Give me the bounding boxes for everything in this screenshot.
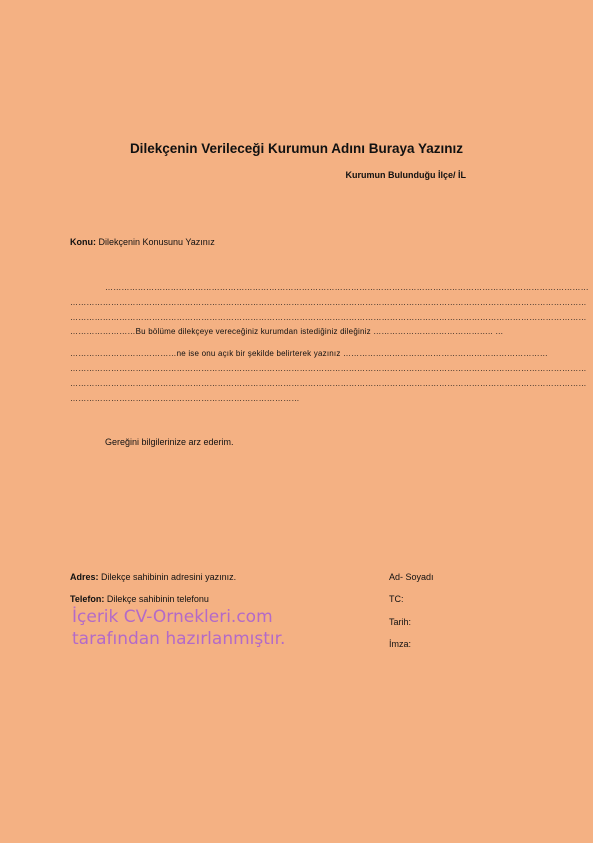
signature-name: Ad- Soyadı (389, 572, 434, 582)
institution-title: Dilekçenin Verileceği Kurumun Adını Buraya Yazınız (129, 141, 464, 156)
phone-text: Dilekçe sahibinin telefonu (104, 594, 209, 604)
closing-sentence: Gereğini bilgilerinize arz ederim. (105, 437, 234, 447)
body-line: ………………………………………………………………………… (70, 394, 300, 403)
body-line: ……………………………………………………………………………………………………………………………………………………………………… (70, 364, 587, 373)
address-line (70, 572, 236, 582)
signature-sign: İmza: (389, 639, 412, 649)
subject-text: Dilekçenin Konusunu Yazınız (96, 237, 215, 247)
body-line: ……………………Bu bölüme dilekçeye vereceğiniz kurumdan istediğiniz dileğiniz …………………………………….. … (70, 327, 504, 336)
credit-line-2: tarafından hazırlanmıştır. (72, 629, 286, 649)
body-line: ……………………………………………………………………………………………………………………………………………………………………… (70, 298, 587, 307)
credit-watermark (72, 606, 285, 650)
body-line: …………………………………ne ise onu açık bir şekilde belirterek yazınız ………………………………………………………………… (70, 349, 548, 358)
signature-date: Tarih: (389, 617, 412, 627)
body-line: …………………………………………………………………………………………………………………………………………………………… (105, 283, 589, 292)
phone-label: Telefon: (70, 594, 105, 604)
signature-tc: TC: (389, 594, 404, 604)
phone-line (70, 594, 209, 604)
body-line: ……………………………………………………………………………………………………………………………………………………………………… (70, 379, 587, 388)
body-line: ……………………………………………………………………………………………………………………………………………………………………… (70, 313, 587, 322)
subject-line (70, 237, 215, 247)
institution-location: Kurumun Bulunduğu İlçe/ İL (345, 170, 466, 180)
address-text: Dilekçe sahibinin adresini yazınız. (98, 572, 237, 582)
subject-label: Konu: (70, 237, 96, 247)
address-label: Adres: (70, 572, 99, 582)
credit-line-1: İçerik CV-Ornekleri.com (72, 607, 273, 627)
